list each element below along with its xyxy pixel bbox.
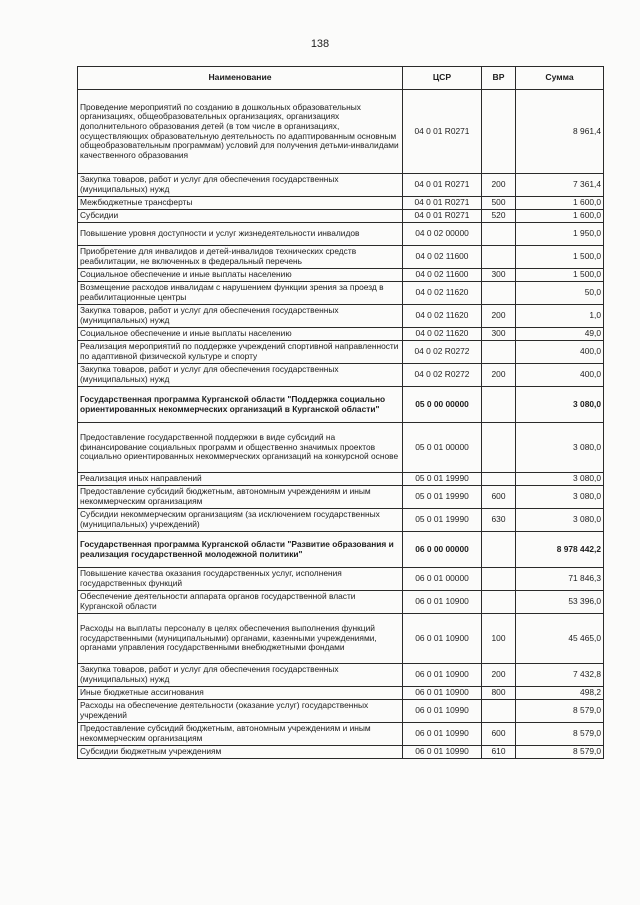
row-csr: 06 0 01 10900	[403, 591, 482, 614]
row-csr: 05 0 01 19990	[403, 509, 482, 532]
row-sum: 7 361,4	[516, 174, 604, 197]
table-row	[78, 210, 604, 223]
row-vr	[482, 700, 516, 723]
row-csr: 06 0 01 00000	[403, 568, 482, 591]
row-vr: 200	[482, 174, 516, 197]
row-name: Предоставление субсидий бюджетным, автономным учреждениям и иным некоммерческим организациям	[78, 486, 403, 509]
row-csr: 04 0 01 R0271	[403, 90, 482, 174]
row-vr: 300	[482, 269, 516, 282]
row-vr	[482, 568, 516, 591]
table-row	[78, 723, 604, 746]
table-row	[78, 591, 604, 614]
table-row	[78, 305, 604, 328]
row-csr: 06 0 01 10900	[403, 664, 482, 687]
row-sum: 53 396,0	[516, 591, 604, 614]
row-csr: 06 0 01 10900	[403, 614, 482, 664]
header-name: Наименование	[78, 67, 403, 90]
row-sum: 1,0	[516, 305, 604, 328]
row-vr: 630	[482, 509, 516, 532]
row-name: Повышение качества оказания государственных услуг, исполнения государственных функций	[78, 568, 403, 591]
table-row	[78, 341, 604, 364]
row-name: Закупка товаров, работ и услуг для обеспечения государственных (муниципальных) нужд	[78, 664, 403, 687]
row-vr: 300	[482, 328, 516, 341]
table-row	[78, 364, 604, 387]
header-vr: ВР	[482, 67, 516, 90]
row-csr: 06 0 01 10900	[403, 687, 482, 700]
row-csr: 04 0 01 R0271	[403, 197, 482, 210]
row-vr: 610	[482, 746, 516, 759]
row-csr: 06 0 01 10990	[403, 746, 482, 759]
row-sum: 1 500,0	[516, 246, 604, 269]
row-vr	[482, 532, 516, 568]
row-name: Возмещение расходов инвалидам с нарушением функции зрения за проезд в реабилитационные центры	[78, 282, 403, 305]
row-name: Иные бюджетные ассигнования	[78, 687, 403, 700]
row-sum: 71 846,3	[516, 568, 604, 591]
row-name: Предоставление государственной поддержки в виде субсидий на финансирование социальных программ и общественно значимых проектов социально ориентированных некоммерческих организаций на конкурсной основе	[78, 423, 403, 473]
row-sum: 7 432,8	[516, 664, 604, 687]
row-name: Государственная программа Курганской области "Развитие образования и реализация государственной молодежной политики"	[78, 532, 403, 568]
table-row	[78, 568, 604, 591]
row-name: Закупка товаров, работ и услуг для обеспечения государственных (муниципальных) нужд	[78, 364, 403, 387]
row-csr: 04 0 02 11600	[403, 246, 482, 269]
table-row	[78, 532, 604, 568]
table-row	[78, 614, 604, 664]
row-vr: 800	[482, 687, 516, 700]
table-row	[78, 282, 604, 305]
row-name: Субсидии некоммерческим организациям (за исключением государственных (муниципальных) учреждений)	[78, 509, 403, 532]
row-csr: 06 0 01 10990	[403, 723, 482, 746]
row-sum: 3 080,0	[516, 473, 604, 486]
row-vr: 200	[482, 305, 516, 328]
row-sum: 1 500,0	[516, 269, 604, 282]
row-name: Субсидии бюджетным учреждениям	[78, 746, 403, 759]
row-sum: 3 080,0	[516, 423, 604, 473]
header-csr: ЦСР	[403, 67, 482, 90]
row-name: Обеспечение деятельности аппарата органов государственной власти Курганской области	[78, 591, 403, 614]
row-vr: 520	[482, 210, 516, 223]
row-name: Социальное обеспечение и иные выплаты населению	[78, 269, 403, 282]
row-sum: 49,0	[516, 328, 604, 341]
row-name: Расходы на обеспечение деятельности (оказание услуг) государственных учреждений	[78, 700, 403, 723]
row-vr	[482, 423, 516, 473]
row-csr: 04 0 02 00000	[403, 223, 482, 246]
row-sum: 50,0	[516, 282, 604, 305]
table-row	[78, 509, 604, 532]
row-name: Предоставление субсидий бюджетным, автономным учреждениям и иным некоммерческим организациям	[78, 723, 403, 746]
header-row	[78, 67, 604, 90]
row-name: Реализация мероприятий по поддержке учреждений спортивной направленности по адаптивной физической культуре и спорту	[78, 341, 403, 364]
row-csr: 04 0 02 11600	[403, 269, 482, 282]
row-sum: 400,0	[516, 364, 604, 387]
table-row	[78, 90, 604, 174]
row-sum: 8 961,4	[516, 90, 604, 174]
row-sum: 1 950,0	[516, 223, 604, 246]
row-csr: 04 0 02 11620	[403, 328, 482, 341]
table-row	[78, 387, 604, 423]
row-sum: 498,2	[516, 687, 604, 700]
row-name: Повышение уровня доступности и услуг жизнедеятельности инвалидов	[78, 223, 403, 246]
row-vr: 200	[482, 664, 516, 687]
row-sum: 8 579,0	[516, 746, 604, 759]
row-sum: 3 080,0	[516, 486, 604, 509]
row-name: Приобретение для инвалидов и детей-инвалидов технических средств реабилитации, не включенных в федеральный перечень	[78, 246, 403, 269]
row-name: Проведение мероприятий по созданию в дошкольных образовательных организациях, общеобразовательных организациях, организациях дополнительного образования детей (в том числе в организациях, осуществляющих образовательную деятельность по адаптированным основным общеобразовательным программам) условий для получения детьми-инвалидами качественного образования	[78, 90, 403, 174]
row-csr: 06 0 01 10990	[403, 700, 482, 723]
row-csr: 05 0 00 00000	[403, 387, 482, 423]
row-name: Реализация иных направлений	[78, 473, 403, 486]
row-sum: 3 080,0	[516, 509, 604, 532]
row-csr: 04 0 01 R0271	[403, 174, 482, 197]
row-csr: 05 0 01 19990	[403, 486, 482, 509]
table-row	[78, 174, 604, 197]
row-vr	[482, 473, 516, 486]
row-vr	[482, 223, 516, 246]
row-vr	[482, 387, 516, 423]
row-name: Субсидии	[78, 210, 403, 223]
row-csr: 04 0 02 R0272	[403, 341, 482, 364]
table-header	[78, 67, 604, 90]
row-sum: 8 579,0	[516, 700, 604, 723]
row-csr: 04 0 02 11620	[403, 305, 482, 328]
row-vr	[482, 246, 516, 269]
row-vr	[482, 341, 516, 364]
row-vr: 600	[482, 486, 516, 509]
row-name: Закупка товаров, работ и услуг для обеспечения государственных (муниципальных) нужд	[78, 305, 403, 328]
row-csr: 05 0 01 19990	[403, 473, 482, 486]
page-number: 138	[310, 38, 330, 50]
budget-table	[77, 66, 604, 759]
row-csr: 05 0 01 00000	[403, 423, 482, 473]
row-sum: 8 978 442,2	[516, 532, 604, 568]
row-csr: 04 0 02 11620	[403, 282, 482, 305]
row-name: Расходы на выплаты персоналу в целях обеспечения выполнения функций государственными (муниципальными) органами, казенными учреждениями, органами управления государственными внебюджетными фондами	[78, 614, 403, 664]
header-sum: Сумма	[516, 67, 604, 90]
table-row	[78, 746, 604, 759]
row-sum: 400,0	[516, 341, 604, 364]
row-name: Государственная программа Курганской области "Поддержка социально ориентированных некоммерческих организаций в Курганской области"	[78, 387, 403, 423]
row-sum: 3 080,0	[516, 387, 604, 423]
row-name: Межбюджетные трансферты	[78, 197, 403, 210]
table-row	[78, 423, 604, 473]
row-sum: 1 600,0	[516, 210, 604, 223]
table-row	[78, 197, 604, 210]
row-vr	[482, 282, 516, 305]
row-vr: 600	[482, 723, 516, 746]
table-row	[78, 246, 604, 269]
table-row	[78, 223, 604, 246]
row-sum: 1 600,0	[516, 197, 604, 210]
row-vr	[482, 591, 516, 614]
row-csr: 06 0 00 00000	[403, 532, 482, 568]
table-row	[78, 687, 604, 700]
row-csr: 04 0 01 R0271	[403, 210, 482, 223]
table-row	[78, 700, 604, 723]
table-row	[78, 486, 604, 509]
row-csr: 04 0 02 R0272	[403, 364, 482, 387]
table-body	[78, 90, 604, 759]
row-vr: 500	[482, 197, 516, 210]
row-sum: 8 579,0	[516, 723, 604, 746]
row-vr: 100	[482, 614, 516, 664]
table-row	[78, 664, 604, 687]
table-row	[78, 328, 604, 341]
table-row	[78, 473, 604, 486]
row-vr: 200	[482, 364, 516, 387]
row-name: Закупка товаров, работ и услуг для обеспечения государственных (муниципальных) нужд	[78, 174, 403, 197]
row-sum: 45 465,0	[516, 614, 604, 664]
row-name: Социальное обеспечение и иные выплаты населению	[78, 328, 403, 341]
row-vr	[482, 90, 516, 174]
table-row	[78, 269, 604, 282]
